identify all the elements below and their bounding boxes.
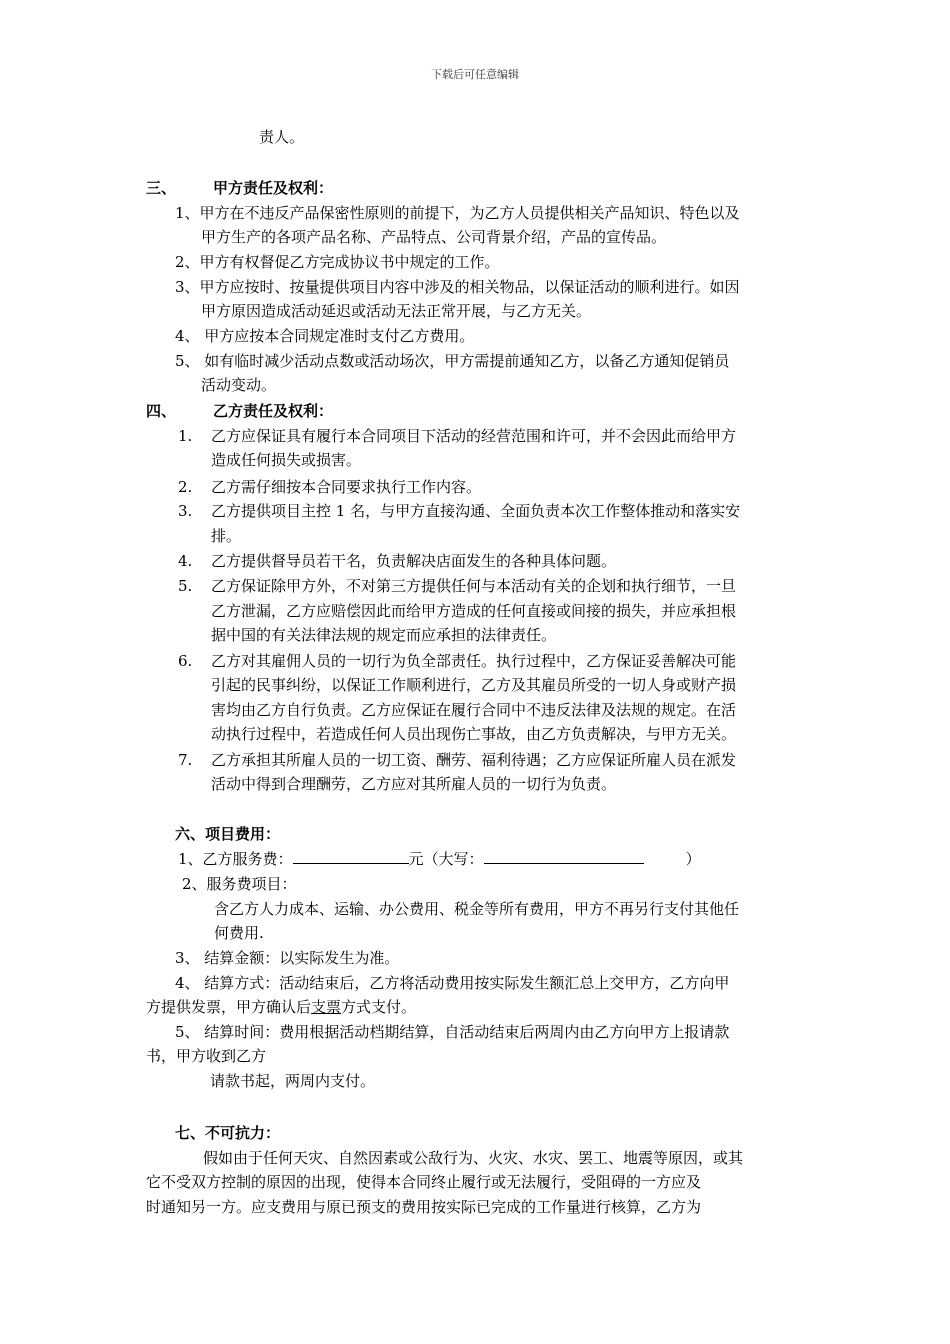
item-number: 6. xyxy=(178,652,193,670)
text-line: 排。 xyxy=(211,527,242,545)
section-7-title: 七、不可抗力： xyxy=(175,1124,281,1142)
cheque-term: 支票 xyxy=(311,998,342,1016)
text-line: 假如由于任何天灾、自然因素或公敌行为、火灾、水灾、罢工、地震等原因，或其 xyxy=(203,1149,744,1167)
text-line: 1、甲方在不违反产品保密性原则的前提下，为乙方人员提供相关产品知识、特色以及 xyxy=(175,204,740,222)
text-line: 4、 甲方应按本合同规定准时支付乙方费用。 xyxy=(175,327,475,345)
text-line: 它不受双方控制的原因的出现，使得本合同终止履行或无法履行，受阻碍的一方应及 xyxy=(146,1173,702,1191)
text-line: 乙方需仔细按本合同要求执行工作内容。 xyxy=(211,478,482,496)
text-span: 方式支付。 xyxy=(341,998,417,1016)
item-number: 5. xyxy=(178,577,193,595)
text-line: 动执行过程中，若造成任何人员出现伤亡事故，由乙方负责解决，与甲方无关。 xyxy=(211,725,737,743)
text-line: 害均由乙方自行负责。乙方应保证在履行合同中不违反法律及法规的规定。在活 xyxy=(211,701,737,719)
text-line: 3、甲方应按时、按量提供项目内容中涉及的相关物品，以保证活动的顺利进行。如因 xyxy=(175,278,740,296)
text-line: 活动中得到合理酬劳，乙方应对其所雇人员的一切行为负责。 xyxy=(211,775,617,793)
text-line: 乙方提供督导员若干名，负责解决店面发生的各种具体问题。 xyxy=(211,552,617,570)
section-4-title: 乙方责任及权利： xyxy=(213,402,334,420)
fee-line xyxy=(178,849,701,869)
item-number: 4. xyxy=(178,552,193,570)
text-line: 含乙方人力成本、运输、办公费用、税金等所有费用，甲方不再另行支付其他任 xyxy=(214,900,740,918)
text-line: 引起的民事纠纷，以保证工作顺利进行，乙方及其雇员所受的一切人身或财产损 xyxy=(211,676,737,694)
text-line: 乙方对其雇佣人员的一切行为负全部责任。执行过程中，乙方保证妥善解决可能 xyxy=(211,652,737,670)
text-line: 据中国的有关法律法规的规定而应承担的法律责任。 xyxy=(211,626,557,644)
text-line xyxy=(146,997,416,1017)
text-line: 何费用. xyxy=(214,924,264,942)
text-line: 乙方应保证具有履行本合同项目下活动的经营范围和许可，并不会因此而给甲方 xyxy=(211,427,737,445)
text-line: 5、 结算时间：费用根据活动档期结算，自活动结束后两周内由乙方向甲方上报请款 xyxy=(175,1023,730,1041)
text-line: 乙方泄漏，乙方应赔偿因此而给甲方造成的任何直接或间接的损失，并应承担根 xyxy=(211,602,737,620)
text-line: 甲方原因造成活动延迟或活动无法正常开展，与乙方无关。 xyxy=(201,302,592,320)
section-3-number: 三、 xyxy=(146,179,177,197)
item-number: 3. xyxy=(178,502,193,520)
text-line: 3、 结算金额：以实际发生为准。 xyxy=(175,949,400,967)
section-6-title: 六、项目费用： xyxy=(175,825,281,843)
item-number: 7. xyxy=(178,751,193,769)
text-line: 书，甲方收到乙方 xyxy=(146,1047,267,1065)
text-line: 责人。 xyxy=(259,128,305,146)
text-line: 2、服务费项目： xyxy=(182,875,297,893)
page-header: 下载后可任意编辑 xyxy=(431,68,519,81)
text-line: 造成任何损失或损害。 xyxy=(211,451,362,469)
text-line: 乙方承担其所雇人员的一切工资、酬劳、福利待遇；乙方应保证所雇人员在派发 xyxy=(211,751,737,769)
text-line: 5、 如有临时减少活动点数或活动场次，甲方需提前通知乙方，以备乙方通知促销员 xyxy=(175,352,730,370)
text-line: 甲方生产的各项产品名称、产品特点、公司背景介绍，产品的宣传品。 xyxy=(201,228,667,246)
fee-uppercase-label: 元（大写： xyxy=(408,850,484,868)
text-line: 乙方提供项目主控 1 名，与甲方直接沟通、全面负责本次工作整体推动和落实安 xyxy=(211,502,741,520)
text-line: 2、甲方有权督促乙方完成协议书中规定的工作。 xyxy=(175,253,500,271)
item-number: 1. xyxy=(178,427,193,445)
section-3-title: 甲方责任及权利： xyxy=(213,179,334,197)
fee-close-paren: ） xyxy=(685,850,701,868)
text-span: 方提供发票，甲方确认后 xyxy=(146,998,312,1016)
fee-amount-blank[interactable] xyxy=(293,849,409,864)
fee-uppercase-blank[interactable] xyxy=(484,849,644,864)
text-line: 请款书起，两周内支付。 xyxy=(210,1072,376,1090)
text-line: 时通知另一方。应支费用与原已预支的费用按实际已完成的工作量进行核算，乙方为 xyxy=(146,1198,702,1216)
fee-label: 1、乙方服务费： xyxy=(178,850,293,868)
text-line: 4、 结算方式：活动结束后，乙方将活动费用按实际发生额汇总上交甲方，乙方向甲 xyxy=(175,974,730,992)
item-number: 2. xyxy=(178,478,193,496)
section-4-number: 四、 xyxy=(146,402,177,420)
text-line: 乙方保证除甲方外，不对第三方提供任何与本活动有关的企划和执行细节，一旦 xyxy=(211,577,737,595)
text-line: 活动变动。 xyxy=(201,376,277,394)
